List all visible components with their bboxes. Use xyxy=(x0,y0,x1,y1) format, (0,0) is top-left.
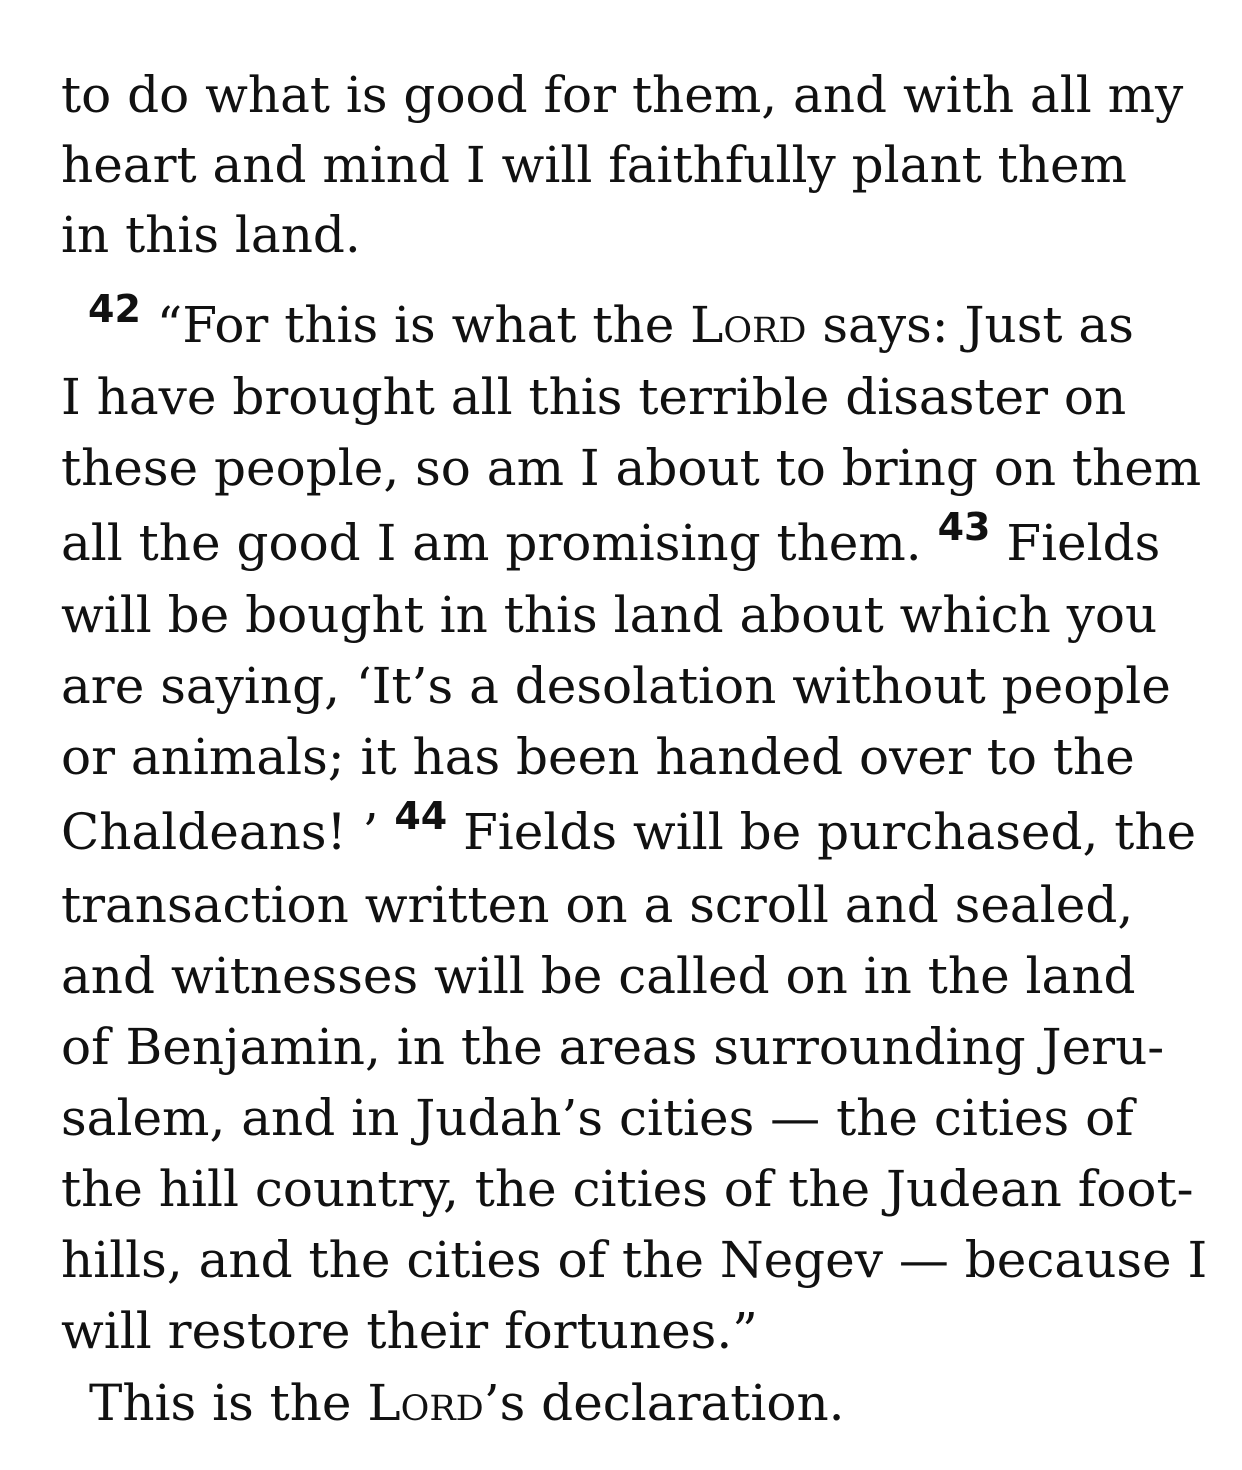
text-line: transaction written on a scroll and sealed, xyxy=(61,876,1134,934)
text-line: salem, and in Judah’s cities — the cities of xyxy=(61,1089,1134,1147)
verse-text: Fields xyxy=(990,514,1161,572)
text-line: and witnesses will be called on in the land xyxy=(61,947,1136,1005)
verse-text: Chaldeans! ’ xyxy=(61,803,395,861)
text-line: the hill country, the cities of the Judean foot- xyxy=(61,1160,1194,1218)
verse-text: says: Just as xyxy=(806,296,1134,354)
text-line: are saying, ‘It’s a desolation without people xyxy=(61,657,1171,715)
text-line: I have brought all this terrible disaster on xyxy=(61,368,1127,426)
verse-42-line xyxy=(88,287,1134,364)
verse-43-line xyxy=(61,505,1161,582)
declaration-line xyxy=(89,1368,845,1438)
lord-small-caps: Lord xyxy=(690,296,807,354)
text-line: to do what is good for them, and with all my xyxy=(61,66,1184,124)
declaration-text: ’s declaration. xyxy=(483,1374,845,1432)
text-line: will be bought in this land about which you xyxy=(61,586,1158,644)
verse-number-42: 42 xyxy=(88,287,141,331)
text-line: in this land. xyxy=(61,206,361,264)
text-line: or animals; it has been handed over to the xyxy=(61,728,1135,786)
text-line: will restore their fortunes.” xyxy=(61,1302,758,1360)
lord-small-caps: Lord xyxy=(367,1374,484,1432)
text-line: heart and mind I will faithfully plant them xyxy=(61,136,1127,194)
text-line: these people, so am I about to bring on them xyxy=(61,439,1202,497)
verse-text: all the good I am promising them. xyxy=(61,514,938,572)
verse-number-44: 44 xyxy=(394,794,448,838)
verse-text: “For this is what the xyxy=(156,296,691,354)
text-line: of Benjamin, in the areas surrounding Jeru- xyxy=(61,1018,1165,1076)
declaration-text: This is the xyxy=(89,1374,368,1432)
verse-44-line xyxy=(61,794,1197,871)
text-line: hills, and the cities of the Negev — because I xyxy=(61,1231,1208,1289)
verse-text: Fields will be purchased, the xyxy=(447,803,1197,861)
verse-number-43: 43 xyxy=(937,505,991,549)
